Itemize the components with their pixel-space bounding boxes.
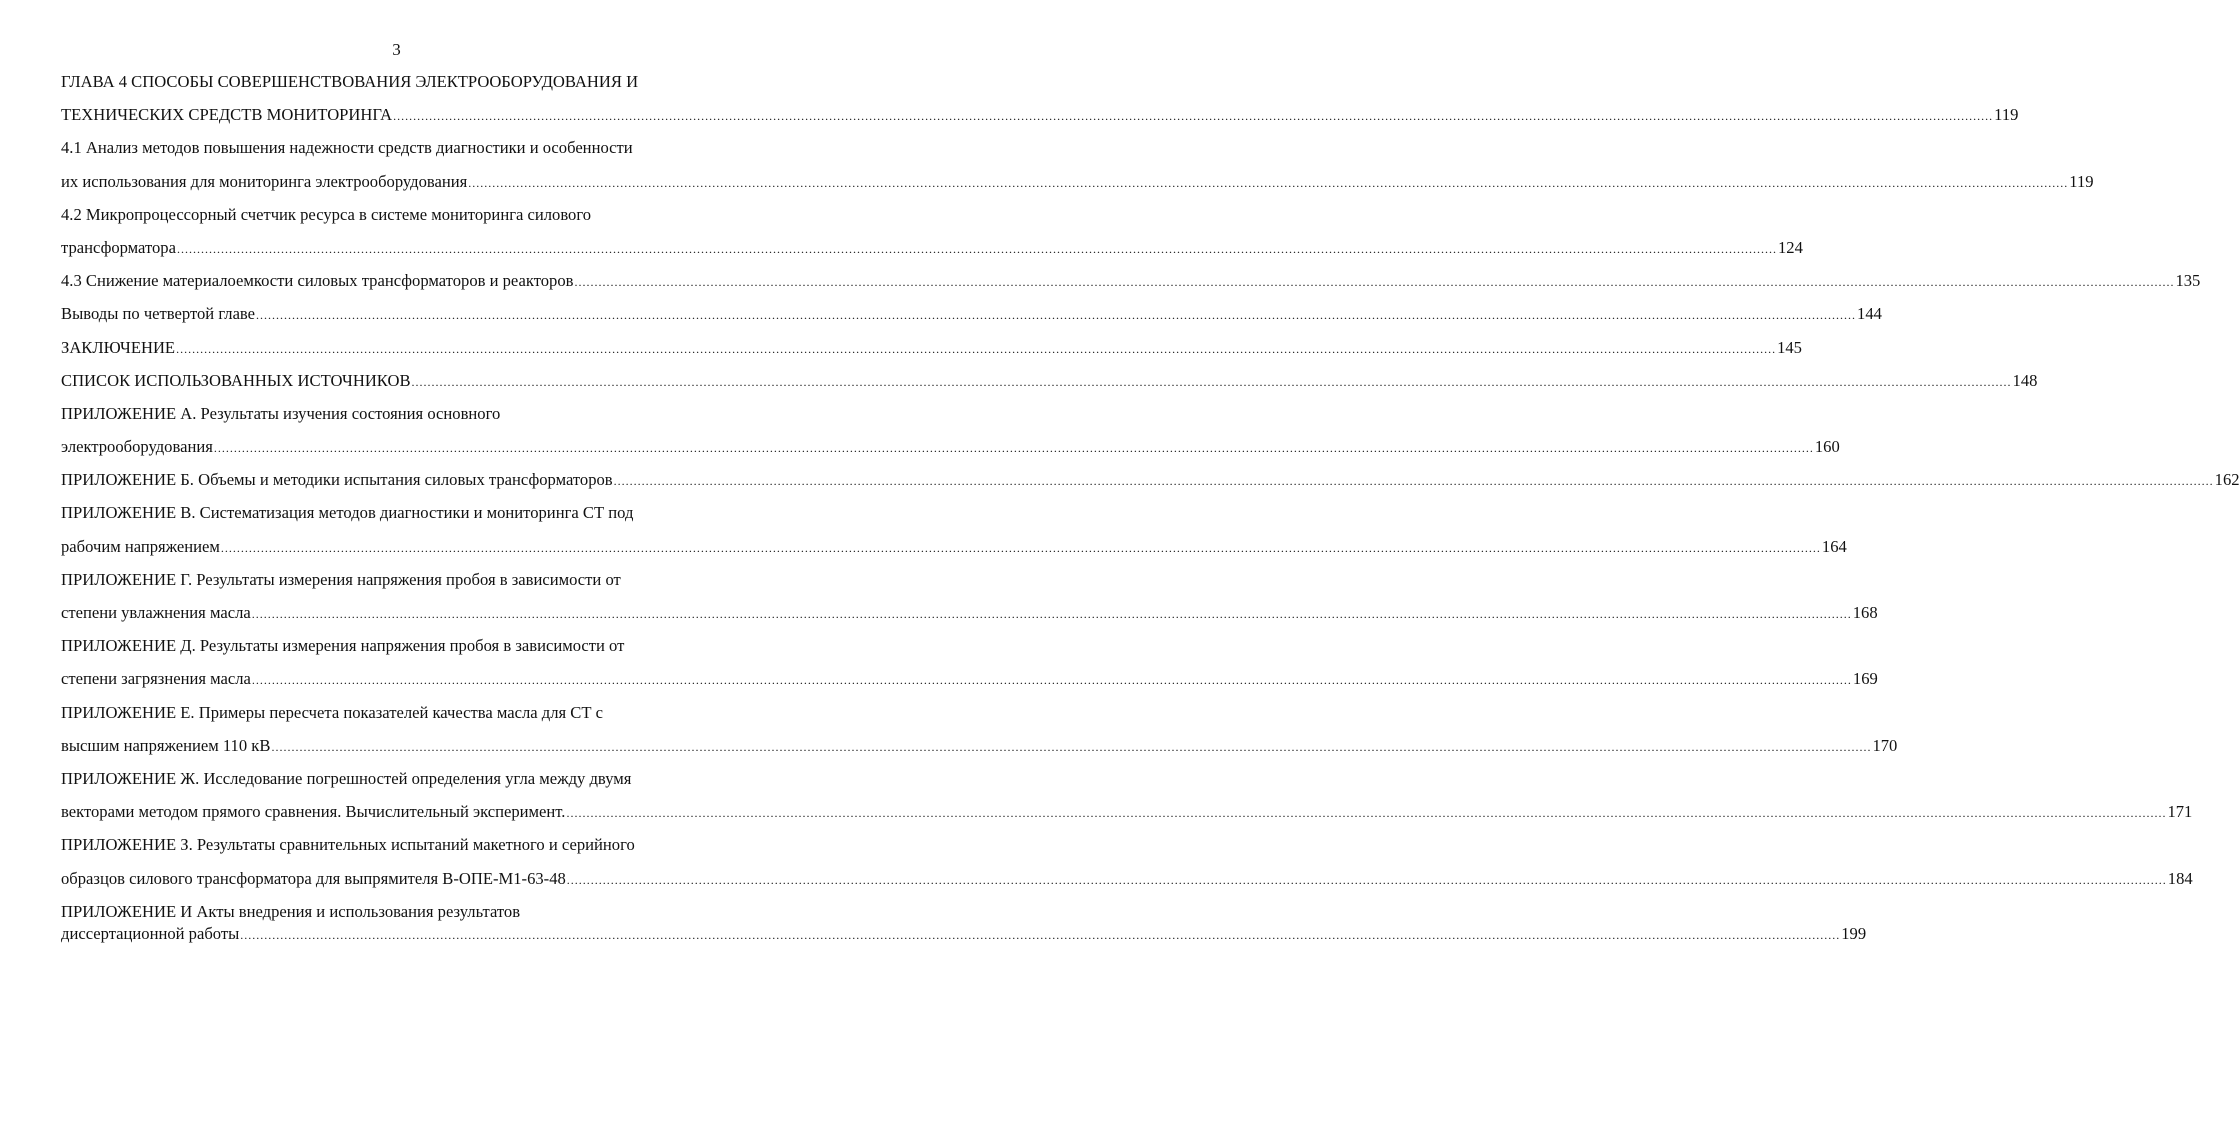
dot-leader: ................................................................................................................................................................................................................................................................................................................................................................................................................ [566,806,2167,821]
toc-entry [61,369,2038,402]
toc-entry-text: электрооборудования [61,437,213,457]
toc-entry-text: высшим напряжением 110 кВ [61,735,271,755]
toc-entry-text: диссертационной работы [61,923,240,943]
toc-entry-line [61,136,735,169]
toc-entry [61,302,1882,335]
toc-page-number: 145 [1777,337,1802,357]
toc-page-number: 199 [1841,923,1867,943]
toc-page-number: 119 [2069,171,2094,191]
toc-entry-text: образцов силового трансформатора для выпрямителя В-ОПЕ-М1-63-48 [61,868,566,888]
toc-entry [61,900,1867,955]
toc-entry-line [61,203,735,236]
toc-entry [61,269,2201,302]
toc-entry-line [61,900,735,922]
toc-entry-line [61,70,735,103]
toc-entry-text: степени увлажнения масла [61,603,251,622]
toc-page-number: 169 [1852,669,1878,689]
toc-page-number: 168 [1852,603,1878,622]
toc-entry-last-line [61,535,1847,568]
dot-leader: ................................................................................................................................................................................................................................................................................................................................................................................................................ [271,739,1872,754]
table-of-contents [61,70,2240,955]
toc-entry-line [61,701,735,734]
toc-page-number: 144 [1857,304,1882,324]
toc-entry [61,501,1847,567]
toc-page-number: 148 [2012,370,2038,390]
toc-entry-line [61,767,735,800]
toc-entry-text: ПРИЛОЖЕНИЕ З. Результаты сравнительных испытаний макетного и серийного [61,835,635,855]
dot-leader: ................................................................................................................................................................................................................................................................................................................................................................................................................ [251,607,1852,621]
toc-page-number: 170 [1872,735,1898,755]
toc-entry-last-line [61,369,2038,402]
toc-page-number: 160 [1814,437,1840,457]
toc-entry-text: ПРИЛОЖЕНИЕ Б. Объемы и методики испытания силовых трансформаторов [61,470,613,490]
toc-entry-text: ТЕХНИЧЕСКИХ СРЕДСТВ МОНИТОРИНГА [61,105,393,125]
page-number: 3 [392,40,401,59]
toc-entry-line [61,402,735,435]
toc-entry-last-line [61,103,2019,136]
toc-entry-last-line [61,435,1840,468]
toc-entry-last-line [61,336,1802,369]
toc-entry [61,203,1803,269]
dot-leader: ................................................................................................................................................................................................................................................................................................................................................................................................................ [613,474,2214,489]
toc-entry-text: Выводы по четвертой главе [61,304,256,324]
toc-page-number: 119 [1994,105,2019,125]
toc-entry [61,70,2019,136]
toc-entry-last-line [61,468,2240,501]
toc-entry-text: ПРИЛОЖЕНИЕ В. Систематизация методов диагностики и мониторинга СТ под [61,503,634,523]
toc-entry-text: 4.2 Микропроцессорный счетчик ресурса в системе мониторинга силового [61,204,592,224]
toc-page-number: 164 [1821,536,1847,556]
toc-entry-last-line [61,269,2201,302]
toc-entry-text: ПРИЛОЖЕНИЕ Е. Примеры пересчета показателей качества масла для СТ с [61,702,604,722]
toc-entry-text: векторами методом прямого сравнения. Вычислительный эксперимент. [61,802,566,822]
toc-page-number: 171 [2167,802,2193,822]
dot-leader: ................................................................................................................................................................................................................................................................................................................................................................................................................ [251,673,1852,688]
dot-leader: ................................................................................................................................................................................................................................................................................................................................................................................................................ [468,175,2069,190]
dot-leader: ................................................................................................................................................................................................................................................................................................................................................................................................................ [176,241,1777,256]
dot-leader: ................................................................................................................................................................................................................................................................................................................................................................................................................ [256,308,1857,323]
dot-leader: ................................................................................................................................................................................................................................................................................................................................................................................................................ [213,441,1814,456]
toc-entry-line [61,634,735,667]
toc-entry [61,568,1878,634]
toc-entry-last-line [61,302,1882,335]
toc-entry-text: СПИСОК ИСПОЛЬЗОВАННЫХ ИСТОЧНИКОВ [61,370,411,390]
toc-page-number: 124 [1777,237,1803,257]
toc-entry [61,767,2193,833]
toc-entry-last-line [61,800,2193,833]
toc-page-number: 184 [2167,868,2193,888]
dot-leader: ................................................................................................................................................................................................................................................................................................................................................................................................................ [240,927,1841,942]
dot-leader: ................................................................................................................................................................................................................................................................................................................................................................................................................ [220,540,1821,555]
toc-entry-text: ПРИЛОЖЕНИЕ Г. Результаты измерения напряжения пробоя в зависимости от [61,569,621,589]
toc-entry [61,634,1878,700]
toc-entry-text: ПРИЛОЖЕНИЕ И Акты внедрения и использования результатов [61,901,521,921]
toc-entry-last-line [61,734,1898,767]
toc-entry-text: рабочим напряжением [61,536,220,556]
toc-entry-line [61,833,735,866]
toc-entry [61,701,1898,767]
toc-entry-text: их использования для мониторинга электрооборудования [61,171,468,191]
toc-page-number: 135 [2175,271,2201,291]
toc-entry [61,336,1802,369]
toc-entry [61,468,2240,501]
toc-entry-text: ГЛАВА 4 СПОСОБЫ СОВЕРШЕНСТВОВАНИЯ ЭЛЕКТРООБОРУДОВАНИЯ И [61,72,639,91]
toc-entry-text: степени загрязнения масла [61,669,251,689]
toc-entry-text: ЗАКЛЮЧЕНИЕ [61,337,176,357]
toc-entry-text: ПРИЛОЖЕНИЕ Ж. Исследование погрешностей определения угла между двумя [61,768,632,788]
toc-entry-last-line [61,236,1803,269]
toc-entry-line [61,501,735,534]
toc-entry [61,402,1840,468]
toc-entry-last-line [61,922,1867,955]
toc-entry-last-line [61,601,1878,634]
toc-entry-line [61,568,735,601]
toc-entry-text: ПРИЛОЖЕНИЕ Д. Результаты измерения напряжения пробоя в зависимости от [61,636,625,656]
dot-leader: ................................................................................................................................................................................................................................................................................................................................................................................................................ [176,341,1777,356]
toc-entry-last-line [61,667,1878,700]
dot-leader: ................................................................................................................................................................................................................................................................................................................................................................................................................ [574,275,2175,290]
dot-leader: ................................................................................................................................................................................................................................................................................................................................................................................................................ [411,374,2012,389]
toc-entry-text: ПРИЛОЖЕНИЕ А. Результаты изучения состояния основного [61,403,501,423]
toc-page-number: 162 [2214,470,2240,490]
toc-entry-text: 4.1 Анализ методов повышения надежности средств диагностики и особенности [61,138,633,158]
toc-entry-last-line [61,170,2094,203]
toc-entry-last-line [61,867,2193,900]
toc-entry [61,833,2193,899]
toc-entry-text: трансформатора [61,237,176,257]
dot-leader: ................................................................................................................................................................................................................................................................................................................................................................................................................ [566,872,2167,887]
toc-entry [61,136,2094,202]
toc-entry-text: 4.3 Снижение материалоемкости силовых трансформаторов и реакторов [61,271,574,291]
dot-leader: ................................................................................................................................................................................................................................................................................................................................................................................................................ [393,109,1994,124]
